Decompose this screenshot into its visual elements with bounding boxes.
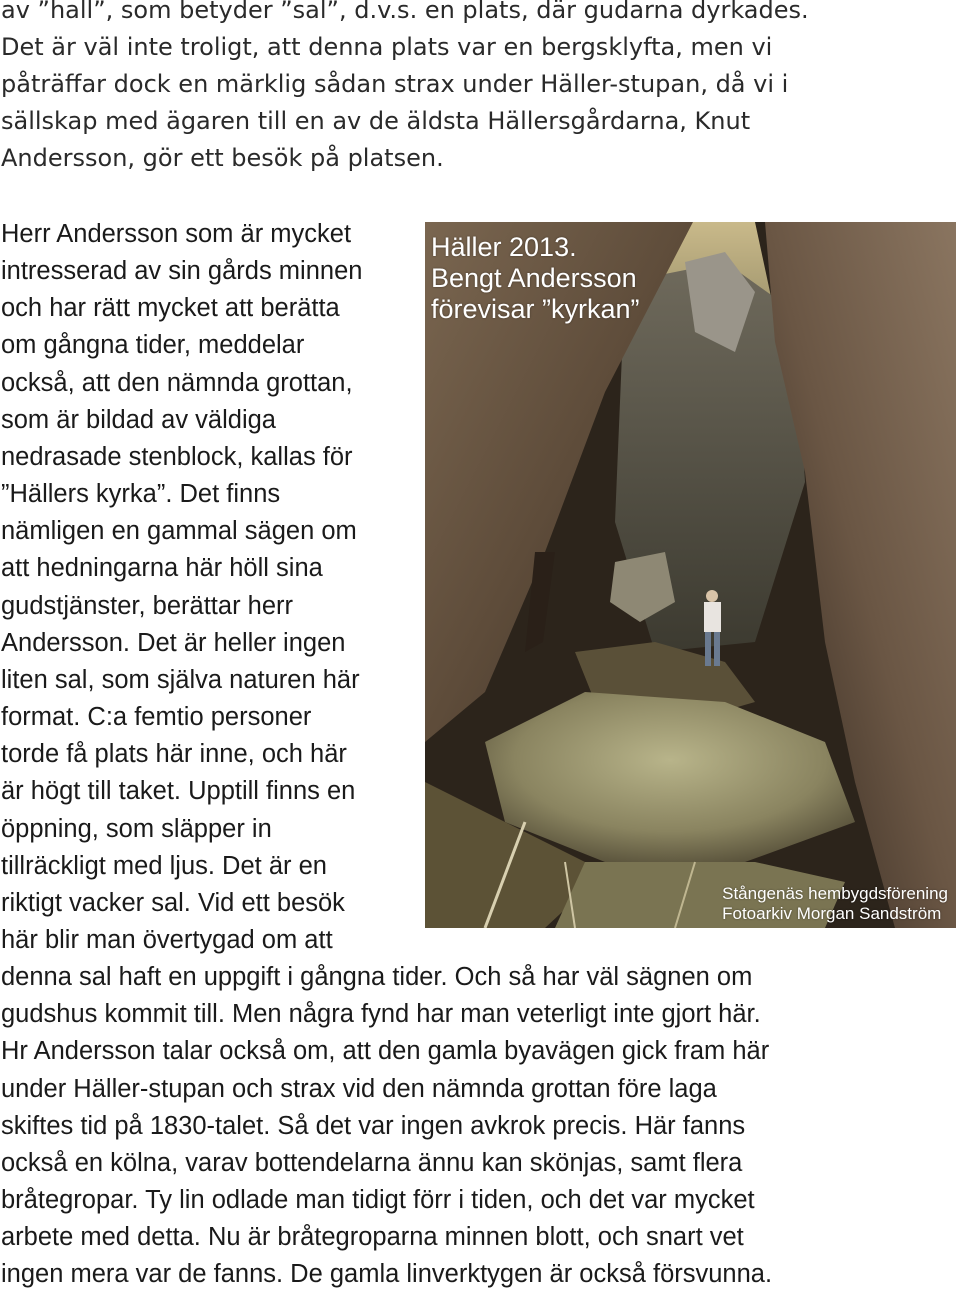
caption-line: Bengt Andersson	[431, 263, 637, 293]
body-line: om gångna tider, meddelar	[1, 331, 305, 360]
intro-line: Det är väl inte troligt, att denna plats var en bergsklyfta, men vi	[1, 33, 773, 61]
body-line: arbete med detta. Nu är bråtegroparna minnen blott, och snart vet	[1, 1223, 744, 1252]
body-line: som är bildad av väldiga	[1, 405, 276, 434]
body-line: också en kölna, varav bottendelarna ännu kan skönjas, samt flera	[1, 1148, 743, 1177]
body-line: Hr Andersson talar också om, att den gamla byavägen gick fram här	[1, 1037, 770, 1066]
credit-line: Stångenäs hembygdsförening	[722, 884, 948, 903]
body-line: och har rätt mycket att berätta	[1, 294, 340, 323]
body-line: under Häller-stupan och strax vid den nämnda grottan före laga	[1, 1074, 717, 1103]
intro-line: Andersson, gör ett besök på platsen.	[1, 144, 444, 172]
body-line: Andersson. Det är heller ingen	[1, 628, 346, 657]
photo-caption-top	[431, 232, 640, 325]
body-line: är högt till taket. Upptill finns en	[1, 777, 356, 806]
body-line: liten sal, som själva naturen här	[1, 665, 360, 694]
credit-line: Fotoarkiv Morgan Sandström	[722, 904, 942, 923]
body-line: också, att den nämnda grottan,	[1, 368, 353, 397]
intro-line: sällskap med ägaren till en av de äldsta Hällersgårdarna, Knut	[1, 107, 751, 135]
body-line: öppning, som släpper in	[1, 814, 272, 843]
body-line: skiftes tid på 1830-talet. Så det var ingen avkrok precis. Här fanns	[1, 1111, 746, 1140]
body-line: nedrasade stenblock, kallas för	[1, 442, 353, 471]
cave-photo	[425, 222, 956, 928]
caption-line: förevisar ”kyrkan”	[431, 294, 640, 324]
body-line: riktigt vacker sal. Vid ett besök	[1, 888, 345, 917]
body-line: format. C:a femtio personer	[1, 703, 312, 732]
body-line: ingen mera var de fanns. De gamla linverktygen är också försvunna.	[1, 1260, 773, 1289]
photo-credit	[722, 884, 948, 924]
intro-paragraph	[1, 0, 956, 177]
intro-line: av ”hall”, som betyder ”sal”, d.v.s. en plats, där gudarna dyrkades.	[1, 0, 809, 24]
body-line: ”Hällers kyrka”. Det finns	[1, 480, 281, 509]
body-line: att hedningarna här höll sina	[1, 554, 323, 583]
body-line: denna sal haft en uppgift i gångna tider. Och så har väl sägnen om	[1, 963, 753, 992]
cave-photo-illustration	[425, 222, 956, 928]
body-line: torde få plats här inne, och här	[1, 740, 347, 769]
intro-line: påträffar dock en märklig sådan strax under Häller-stupan, då vi i	[1, 70, 789, 98]
caption-line: Häller 2013.	[431, 232, 577, 262]
body-line: här blir man övertygad om att	[1, 925, 333, 954]
body-line: bråtegropar. Ty lin odlade man tidigt förr i tiden, och det var mycket	[1, 1186, 755, 1215]
body-line: gudstjänster, berättar herr	[1, 591, 293, 620]
body-line: intresserad av sin gårds minnen	[1, 257, 363, 286]
body-line: gudshus kommit till. Men några fynd har man veterligt inte gjort här.	[1, 1000, 761, 1029]
body-line: Herr Andersson som är mycket	[1, 220, 352, 248]
body-line: nämligen en gammal sägen om	[1, 517, 357, 546]
body-line: tillräckligt med ljus. Det är en	[1, 851, 327, 880]
